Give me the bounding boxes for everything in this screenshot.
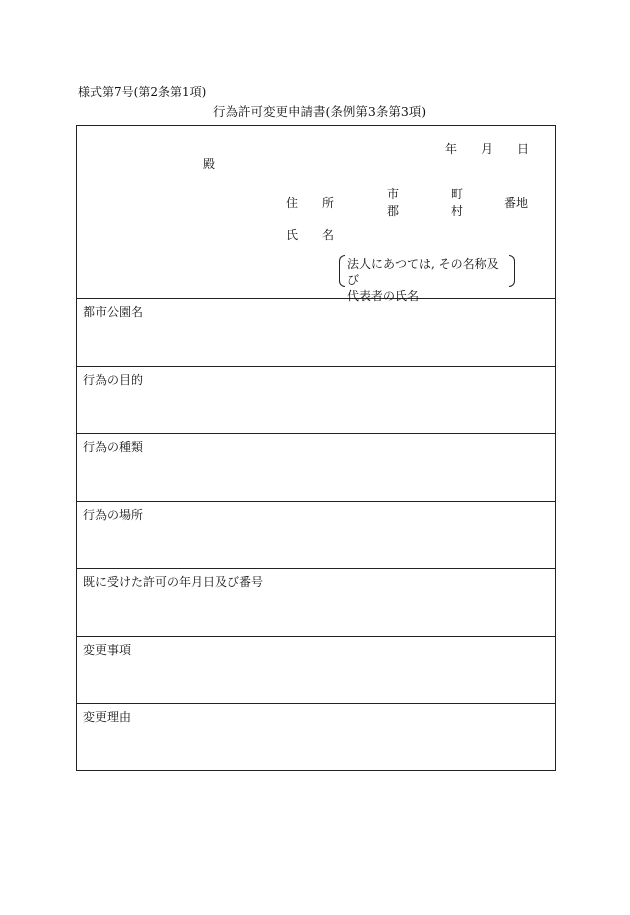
corporate-note xyxy=(339,254,515,303)
date-month-label: 月 xyxy=(481,142,494,156)
address-label-sho: 所 xyxy=(322,196,335,210)
field-row-purpose[interactable] xyxy=(77,367,555,435)
name-label-shi: 氏 xyxy=(286,228,299,242)
corporate-note-line2: 代表者の氏名 xyxy=(347,289,420,303)
address-label-ju: 住 xyxy=(286,196,299,210)
address-gun: 郡 xyxy=(387,204,400,218)
field-label: 行為の目的 xyxy=(83,372,144,387)
address-banchi: 番地 xyxy=(504,196,529,210)
field-row-park-name[interactable] xyxy=(77,299,555,367)
form-title: 行為許可変更申請書(条例第3条第3項) xyxy=(213,104,427,119)
field-label: 既に受けた許可の年月日及び番号 xyxy=(83,575,264,589)
name-label-mei: 名 xyxy=(322,228,335,242)
field-row-previous-permit[interactable] xyxy=(77,569,555,637)
field-label: 変更事項 xyxy=(83,642,132,657)
field-row-location[interactable] xyxy=(77,502,555,570)
date-year-label: 年 xyxy=(445,142,458,156)
right-bracket xyxy=(509,255,515,287)
field-label: 都市公園名 xyxy=(83,305,144,319)
corporate-note-line1: 法人にあつては, その名称及び xyxy=(347,257,499,287)
field-row-type[interactable] xyxy=(77,434,555,502)
left-bracket xyxy=(339,255,345,287)
field-label: 変更理由 xyxy=(83,710,132,724)
application-form xyxy=(76,125,556,771)
form-number: 様式第7号(第2条第1項) xyxy=(78,85,207,99)
date-day-label: 日 xyxy=(517,142,530,156)
address-machi: 町 xyxy=(451,187,464,201)
field-label: 行為の種類 xyxy=(83,440,144,454)
addressee-suffix: 殿 xyxy=(203,157,216,171)
address-shi: 市 xyxy=(387,187,400,201)
field-row-changes[interactable] xyxy=(77,637,555,705)
address-mura: 村 xyxy=(451,204,464,218)
applicant-header xyxy=(77,126,555,303)
field-row-reason[interactable] xyxy=(77,704,555,772)
field-label: 行為の場所 xyxy=(83,507,144,522)
